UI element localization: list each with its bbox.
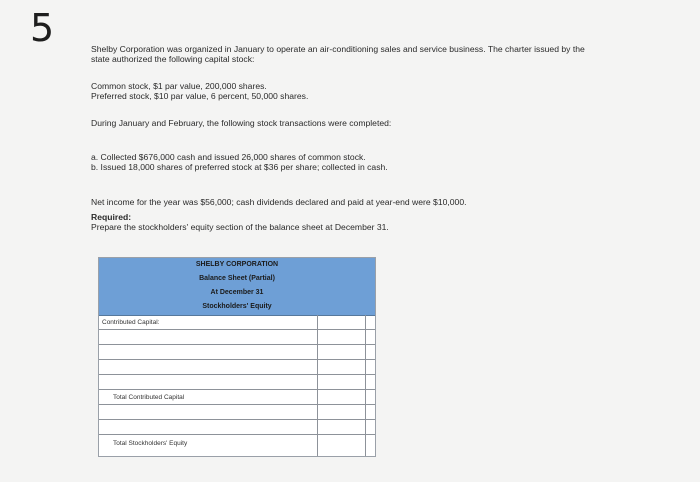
table-row[interactable] [99, 420, 375, 435]
column-divider [317, 315, 318, 456]
transaction-b: b. Issued 18,000 shares of preferred stock at $36 per share; collected in cash. [91, 162, 388, 172]
intro-line-2: state authorized the following capital stock: [91, 54, 255, 64]
table-row[interactable] [99, 345, 375, 360]
company-name: SHELBY CORPORATION [195, 261, 279, 268]
stock-common: Common stock, $1 par value, 200,000 shares. [91, 81, 267, 91]
transactions-intro: During January and February, the following stock transactions were completed: [91, 118, 392, 128]
table-row[interactable] [99, 375, 375, 390]
total-contributed-label: Total Contributed Capital [113, 394, 185, 401]
total-equity-row[interactable] [99, 435, 375, 455]
required-text: Prepare the stockholders' equity section of the balance sheet at December 31. [91, 222, 389, 232]
statement-date: At December 31 [210, 289, 264, 296]
section-name: Stockholders' Equity [202, 303, 272, 310]
total-equity-label: Total Stockholders' Equity [113, 440, 188, 447]
contributed-capital-label: Contributed Capital: [102, 319, 160, 326]
table-header [99, 258, 375, 316]
statement-name: Balance Sheet (Partial) [199, 275, 275, 282]
table-row[interactable] [99, 360, 375, 375]
equity-worksheet-table [98, 257, 376, 457]
transaction-a: a. Collected $676,000 cash and issued 26,000 shares of common stock. [91, 152, 366, 162]
net-income-text: Net income for the year was $56,000; cash dividends declared and paid at year-end were $10,000. [91, 197, 467, 207]
stock-preferred: Preferred stock, $10 par value, 6 percent, 50,000 shares. [91, 91, 309, 101]
total-contributed-row[interactable] [99, 390, 375, 405]
table-row[interactable] [99, 405, 375, 420]
column-divider [365, 315, 366, 456]
required-label: Required: [91, 212, 132, 222]
question-number: 5 [30, 6, 55, 50]
table-row[interactable] [99, 330, 375, 345]
table-row [99, 315, 375, 330]
intro-line-1: Shelby Corporation was organized in January to operate an air-conditioning sales and service business. The charter issued by the [91, 44, 585, 54]
